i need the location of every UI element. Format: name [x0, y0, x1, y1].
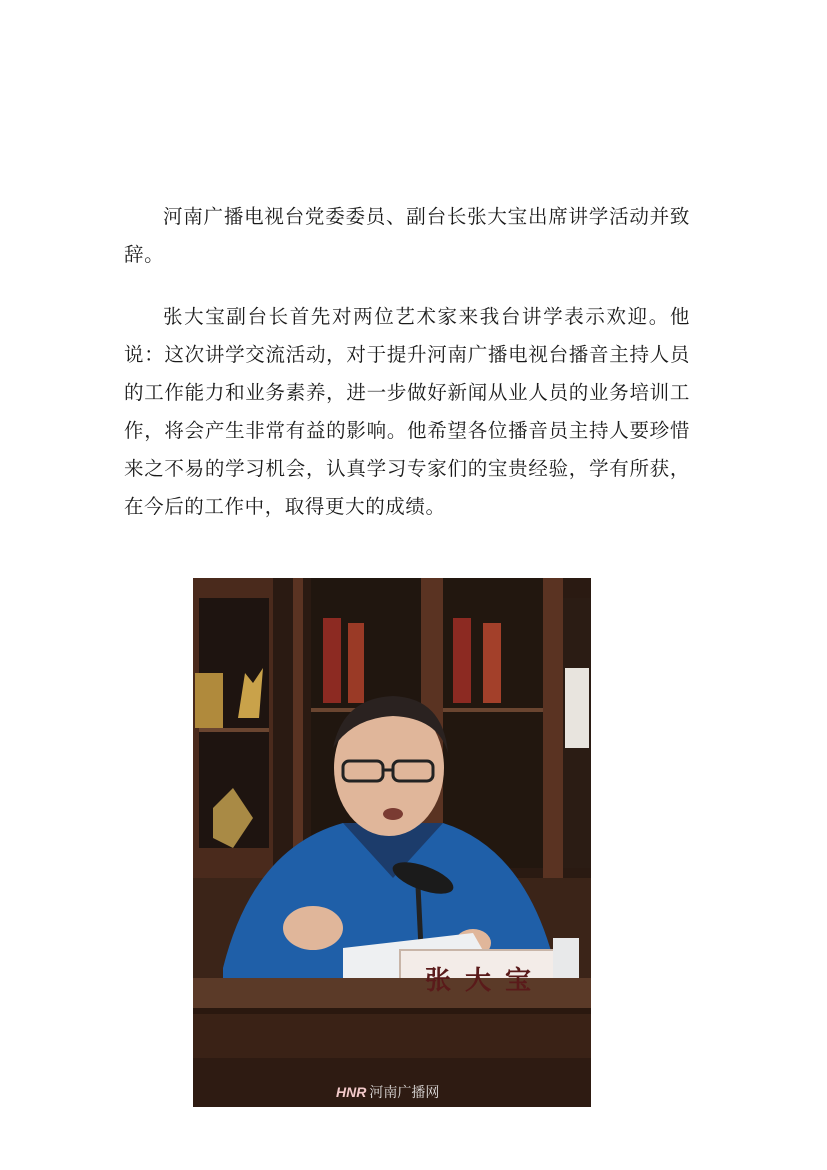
paragraph-speech: 张大宝副台长首先对两位艺术家来我台讲学表示欢迎。他说：这次讲学交流活动，对于提升河南广播电视台播音主持人员的工作能力和业务素养，进一步做好新闻从业人员的业务培训工作，将会产生非常有益的影响。他希望各位播音员主持人要珍惜来之不易的学习机会，认真学习专家们的宝贵经验，学有所获，在今后的工作中，取得更大的成绩。: [124, 305, 690, 518]
speaker-photo-illustration: [193, 578, 591, 1107]
photo-watermark: [336, 1082, 439, 1102]
watermark-text: 河南广播网: [369, 1084, 440, 1100]
paragraph-intro: 河南广播电视台党委委员、副台长张大宝出席讲学活动并致辞。: [124, 205, 690, 266]
speaker-photo: [193, 578, 591, 1107]
nameplate-label: 张大宝: [424, 966, 545, 996]
watermark-logo: HNR: [336, 1084, 367, 1100]
